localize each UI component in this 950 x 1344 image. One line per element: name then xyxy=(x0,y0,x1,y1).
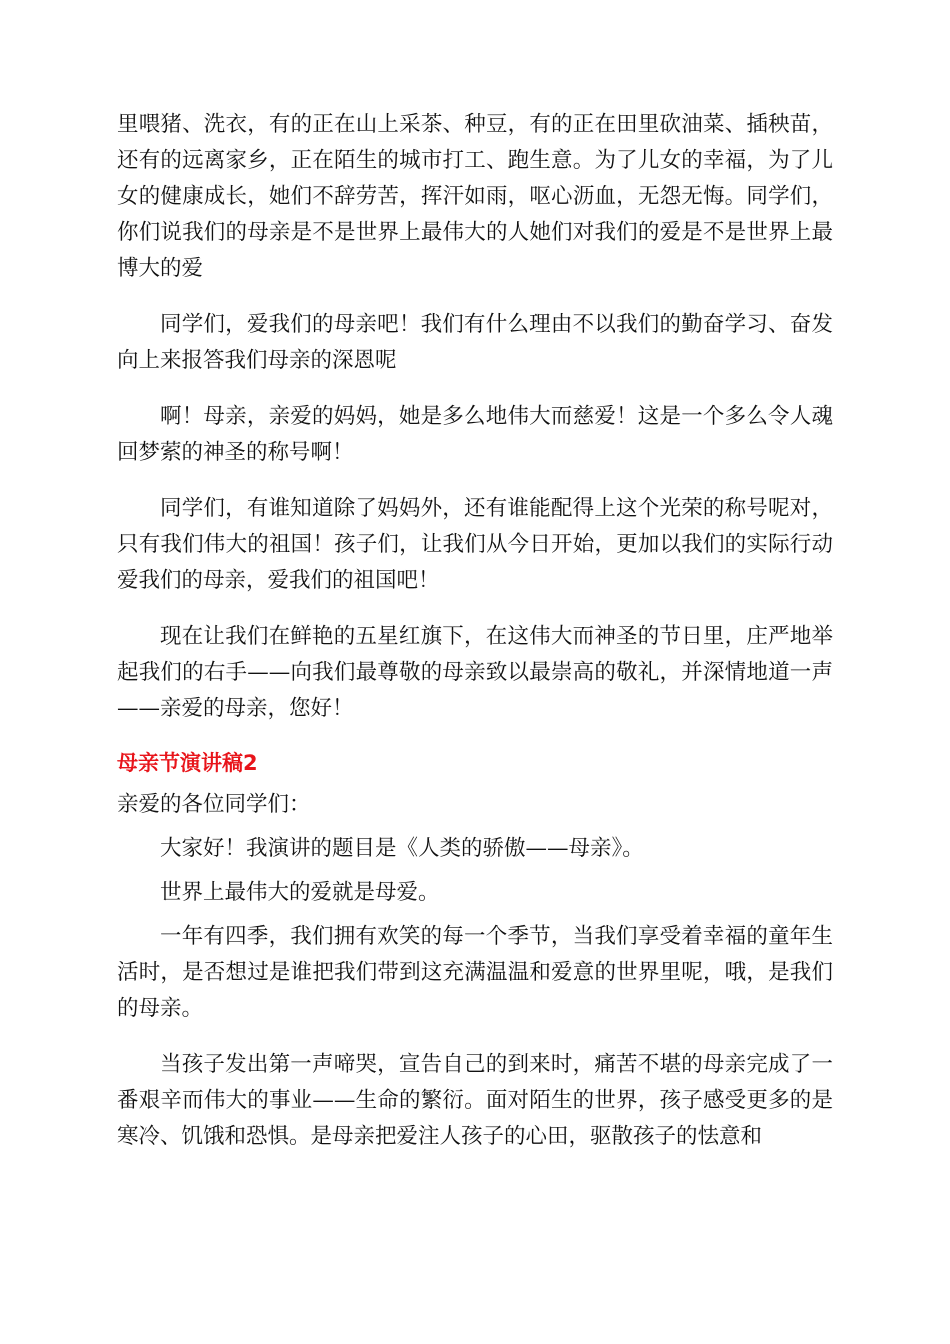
paragraph-love-mother: 同学们，爱我们的母亲吧！我们有什么理由不以我们的勤奋学习、奋发向上来报答我们母亲的深恩呢 xyxy=(117,312,833,373)
paragraph-four-seasons: 一年有四季，我们拥有欢笑的每一个季节，当我们享受着幸福的童年生活时，是否想过是谁把我们带到这充满温温和爱意的世界里呢，哦，是我们的母亲。 xyxy=(117,924,833,1021)
paragraph-first-cry: 当孩子发出第一声啼哭，宣告自己的到来时，痛苦不堪的母亲完成了一番艰辛而伟大的事业——生命的繁衍。面对陌生的世界，孩子感受更多的是寒冷、饥饿和恐惧。是母亲把爱注人孩子的心田，驱散孩子的怯意和 xyxy=(117,1052,833,1149)
paragraph-speech-title: 大家好！我演讲的题目是《人类的骄傲——母亲》。 xyxy=(160,836,644,861)
greeting-line: 亲爱的各位同学们： xyxy=(117,792,311,817)
paragraph-motherland: 同学们，有谁知道除了妈妈外，还有谁能配得上这个光荣的称号呢对，只有我们伟大的祖国！孩子们，让我们从今日开始，更加以我们的实际行动爱我们的母亲，爱我们的祖国吧！ xyxy=(117,496,833,593)
paragraph-mother-exclaim: 啊！母亲，亲爱的妈妈，她是多么地伟大而慈爱！这是一个多么令人魂回梦萦的神圣的称号啊！ xyxy=(117,404,833,465)
document-body xyxy=(117,107,833,1175)
paragraph-greatest-love: 世界上最伟大的爱就是母爱。 xyxy=(160,880,440,905)
section-heading: 母亲节演讲稿2 xyxy=(117,751,258,775)
paragraph-salute: 现在让我们在鲜艳的五星红旗下，在这伟大而神圣的节日里，庄严地举起我们的右手——向我们最尊敬的母亲致以最崇高的敬礼，并深情地道一声——亲爱的母亲，您好！ xyxy=(117,624,833,721)
paragraph-continuation: 里喂猪、洗衣，有的正在山上采茶、种豆，有的正在田里砍油菜、插秧苗，还有的远离家乡，正在陌生的城市打工、跑生意。为了儿女的幸福，为了儿女的健康成长，她们不辞劳苦，挥汗如雨，呕心沥血，无怨无悔。同学们，你们说我们的母亲是不是世界上最伟大的人她们对我们的爱是不是世界上最博大的爱 xyxy=(117,112,833,281)
